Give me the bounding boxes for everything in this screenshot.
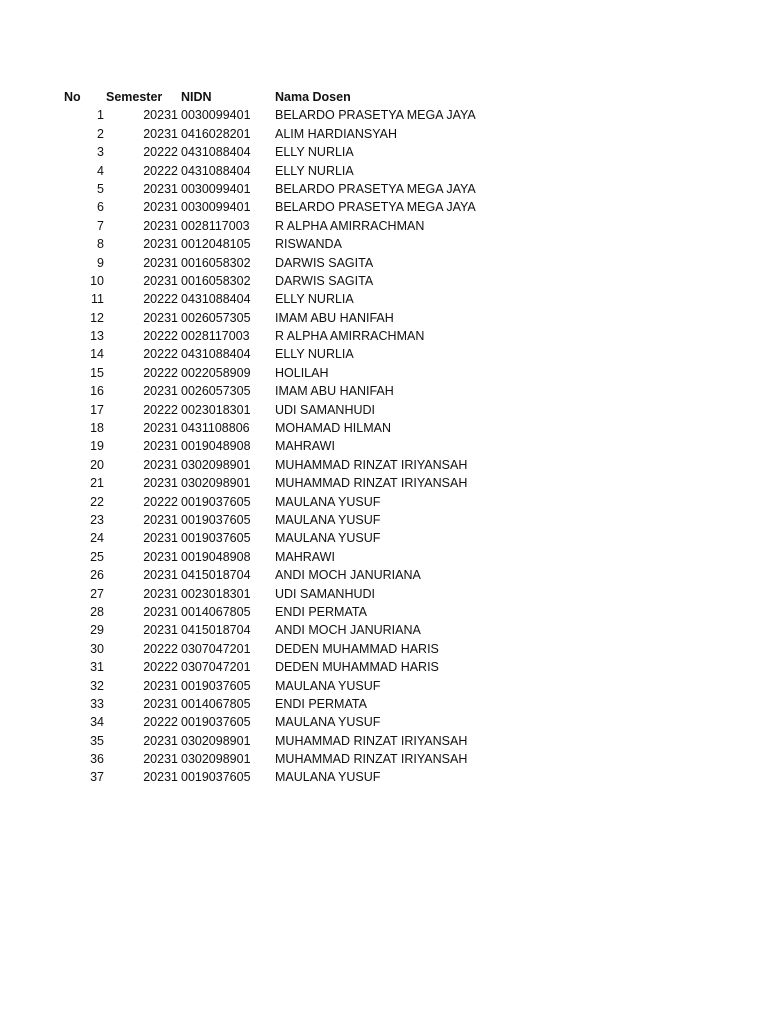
cell-semester: 20222 [143, 641, 178, 656]
table-row [0, 364, 768, 382]
table-row [0, 750, 768, 768]
cell-nidn: 0028117003 [181, 218, 250, 233]
lecturer-table [0, 88, 768, 787]
cell-no: 13 [90, 329, 104, 344]
cell-nidn: 0028117003 [181, 329, 250, 344]
cell-semester: 20231 [143, 531, 178, 546]
cell-no: 32 [90, 678, 104, 693]
table-row [0, 309, 768, 327]
cell-nama-dosen: RISWANDA [275, 237, 342, 252]
cell-nama-dosen: ANDI MOCH JANURIANA [275, 568, 421, 583]
table-row [0, 401, 768, 419]
table-row [0, 713, 768, 731]
cell-nidn: 0302098901 [181, 733, 251, 748]
cell-nidn: 0415018704 [181, 568, 251, 583]
cell-nama-dosen: MUHAMMAD RINZAT IRIYANSAH [275, 733, 468, 748]
header-nidn: NIDN [181, 90, 212, 104]
cell-nama-dosen: ANDI MOCH JANURIANA [275, 623, 421, 638]
cell-nidn: 0302098901 [181, 752, 251, 767]
cell-nama-dosen: IMAM ABU HANIFAH [275, 310, 394, 325]
cell-semester: 20222 [143, 660, 178, 675]
cell-nama-dosen: ELLY NURLIA [275, 292, 354, 307]
cell-semester: 20231 [143, 421, 178, 436]
cell-nama-dosen: MAULANA YUSUF [275, 678, 381, 693]
cell-semester: 20231 [143, 384, 178, 399]
cell-nidn: 0307047201 [181, 660, 251, 675]
cell-no: 17 [90, 402, 104, 417]
table-row [0, 327, 768, 345]
cell-semester: 20231 [143, 476, 178, 491]
cell-no: 26 [90, 568, 104, 583]
cell-semester: 20222 [143, 347, 178, 362]
cell-no: 5 [97, 181, 104, 196]
cell-nidn: 0026057305 [181, 384, 251, 399]
cell-nidn: 0431088404 [181, 347, 251, 362]
cell-no: 3 [97, 145, 104, 160]
cell-semester: 20231 [143, 439, 178, 454]
cell-no: 8 [97, 237, 104, 252]
cell-semester: 20222 [143, 292, 178, 307]
cell-semester: 20231 [143, 604, 178, 619]
cell-nidn: 0431088404 [181, 292, 251, 307]
cell-no: 1 [97, 108, 104, 123]
cell-nidn: 0014067805 [181, 696, 251, 711]
cell-semester: 20231 [143, 770, 178, 785]
table-row [0, 437, 768, 455]
cell-no: 19 [90, 439, 104, 454]
table-row [0, 621, 768, 639]
cell-semester: 20231 [143, 457, 178, 472]
cell-nidn: 0431088404 [181, 163, 251, 178]
cell-semester: 20231 [143, 310, 178, 325]
cell-nidn: 0019037605 [181, 531, 251, 546]
cell-no: 12 [90, 310, 104, 325]
cell-nama-dosen: MUHAMMAD RINZAT IRIYANSAH [275, 752, 468, 767]
cell-nama-dosen: MAHRAWI [275, 439, 335, 454]
cell-no: 21 [90, 476, 104, 491]
cell-semester: 20231 [143, 678, 178, 693]
cell-no: 27 [90, 586, 104, 601]
cell-nama-dosen: ELLY NURLIA [275, 347, 354, 362]
cell-nama-dosen: ELLY NURLIA [275, 163, 354, 178]
cell-no: 22 [90, 494, 104, 509]
table-row [0, 456, 768, 474]
cell-no: 18 [90, 421, 104, 436]
cell-nama-dosen: MAULANA YUSUF [275, 512, 381, 527]
cell-no: 9 [97, 255, 104, 270]
cell-semester: 20231 [143, 181, 178, 196]
cell-semester: 20231 [143, 273, 178, 288]
cell-semester: 20231 [143, 623, 178, 638]
cell-nidn: 0019037605 [181, 678, 251, 693]
cell-nidn: 0431108806 [181, 421, 250, 436]
cell-nidn: 0019037605 [181, 770, 251, 785]
cell-semester: 20231 [143, 568, 178, 583]
cell-no: 7 [97, 218, 104, 233]
cell-nidn: 0019048908 [181, 439, 251, 454]
cell-nama-dosen: BELARDO PRASETYA MEGA JAYA [275, 200, 476, 215]
cell-nidn: 0307047201 [181, 641, 251, 656]
cell-nidn: 0019037605 [181, 715, 251, 730]
cell-nidn: 0019048908 [181, 549, 251, 564]
cell-nama-dosen: MAULANA YUSUF [275, 531, 381, 546]
cell-nama-dosen: DEDEN MUHAMMAD HARIS [275, 660, 439, 675]
cell-nidn: 0030099401 [181, 181, 251, 196]
cell-nama-dosen: UDI SAMANHUDI [275, 402, 376, 417]
cell-nama-dosen: R ALPHA AMIRRACHMAN [275, 329, 425, 344]
cell-no: 4 [97, 163, 104, 178]
cell-nama-dosen: ENDI PERMATA [275, 604, 367, 619]
cell-semester: 20231 [143, 512, 178, 527]
table-row [0, 548, 768, 566]
cell-no: 23 [90, 512, 104, 527]
cell-semester: 20231 [143, 108, 178, 123]
table-row [0, 235, 768, 253]
table-row [0, 603, 768, 621]
table-row [0, 125, 768, 143]
cell-nama-dosen: MAULANA YUSUF [275, 715, 381, 730]
cell-nama-dosen: MUHAMMAD RINZAT IRIYANSAH [275, 457, 468, 472]
cell-no: 34 [90, 715, 104, 730]
cell-semester: 20222 [143, 145, 178, 160]
cell-nidn: 0019037605 [181, 494, 251, 509]
cell-nidn: 0023018301 [181, 402, 251, 417]
table-row [0, 529, 768, 547]
cell-nama-dosen: DARWIS SAGITA [275, 255, 374, 270]
cell-semester: 20231 [143, 549, 178, 564]
cell-semester: 20222 [143, 329, 178, 344]
cell-nidn: 0030099401 [181, 200, 251, 215]
table-body [0, 106, 768, 786]
cell-nidn: 0012048105 [181, 237, 251, 252]
header-semester: Semester [106, 90, 163, 104]
cell-nidn: 0302098901 [181, 457, 251, 472]
cell-no: 6 [97, 200, 104, 215]
cell-nidn: 0016058302 [181, 255, 251, 270]
table-row [0, 198, 768, 216]
cell-no: 28 [90, 604, 104, 619]
cell-nama-dosen: MOHAMAD HILMAN [275, 421, 391, 436]
cell-no: 30 [90, 641, 104, 656]
cell-no: 24 [90, 531, 104, 546]
cell-no: 31 [90, 660, 104, 675]
cell-semester: 20222 [143, 715, 178, 730]
cell-no: 35 [90, 733, 104, 748]
cell-nama-dosen: BELARDO PRASETYA MEGA JAYA [275, 181, 476, 196]
table-row [0, 180, 768, 198]
cell-no: 36 [90, 752, 104, 767]
table-header-row [0, 88, 768, 106]
cell-semester: 20231 [143, 733, 178, 748]
table-row [0, 585, 768, 603]
table-row [0, 768, 768, 786]
table-row [0, 106, 768, 124]
cell-nidn: 0014067805 [181, 604, 251, 619]
cell-no: 15 [90, 365, 104, 380]
table-row [0, 290, 768, 308]
cell-semester: 20222 [143, 494, 178, 509]
table-row [0, 640, 768, 658]
cell-nama-dosen: ELLY NURLIA [275, 145, 354, 160]
cell-nidn: 0416028201 [181, 126, 251, 141]
cell-nama-dosen: UDI SAMANHUDI [275, 586, 376, 601]
cell-nidn: 0019037605 [181, 512, 251, 527]
cell-no: 20 [90, 457, 104, 472]
cell-nidn: 0415018704 [181, 623, 251, 638]
cell-semester: 20231 [143, 696, 178, 711]
cell-no: 2 [97, 126, 104, 141]
table-row [0, 162, 768, 180]
cell-no: 25 [90, 549, 104, 564]
table-row [0, 695, 768, 713]
table-row [0, 566, 768, 584]
table-row [0, 254, 768, 272]
cell-semester: 20231 [143, 200, 178, 215]
cell-semester: 20222 [143, 402, 178, 417]
cell-no: 14 [90, 347, 104, 362]
cell-no: 37 [90, 770, 104, 785]
header-nama-dosen: Nama Dosen [275, 90, 351, 104]
cell-nama-dosen: IMAM ABU HANIFAH [275, 384, 394, 399]
cell-nama-dosen: ENDI PERMATA [275, 696, 367, 711]
cell-semester: 20231 [143, 237, 178, 252]
cell-nama-dosen: HOLILAH [275, 365, 329, 380]
cell-nama-dosen: DEDEN MUHAMMAD HARIS [275, 641, 439, 656]
table-row [0, 143, 768, 161]
table-row [0, 419, 768, 437]
cell-nama-dosen: BELARDO PRASETYA MEGA JAYA [275, 108, 476, 123]
cell-semester: 20231 [143, 586, 178, 601]
cell-nama-dosen: MAULANA YUSUF [275, 770, 381, 785]
table-row [0, 474, 768, 492]
cell-semester: 20231 [143, 255, 178, 270]
cell-nama-dosen: MAHRAWI [275, 549, 335, 564]
table-row [0, 511, 768, 529]
table-row [0, 493, 768, 511]
cell-no: 10 [90, 273, 104, 288]
cell-nidn: 0022058909 [181, 365, 251, 380]
table-row [0, 732, 768, 750]
cell-nama-dosen: R ALPHA AMIRRACHMAN [275, 218, 425, 233]
cell-semester: 20222 [143, 163, 178, 178]
cell-nama-dosen: MUHAMMAD RINZAT IRIYANSAH [275, 476, 468, 491]
cell-no: 29 [90, 623, 104, 638]
table-row [0, 677, 768, 695]
cell-nama-dosen: DARWIS SAGITA [275, 273, 374, 288]
cell-no: 11 [91, 292, 104, 307]
cell-nidn: 0016058302 [181, 273, 251, 288]
table-row [0, 382, 768, 400]
cell-semester: 20231 [143, 126, 178, 141]
table-row [0, 658, 768, 676]
header-no: No [64, 90, 81, 104]
cell-nidn: 0023018301 [181, 586, 251, 601]
cell-nama-dosen: MAULANA YUSUF [275, 494, 381, 509]
cell-nidn: 0026057305 [181, 310, 251, 325]
cell-semester: 20222 [143, 365, 178, 380]
cell-nidn: 0302098901 [181, 476, 251, 491]
cell-nama-dosen: ALIM HARDIANSYAH [275, 126, 398, 141]
cell-no: 16 [90, 384, 104, 399]
cell-semester: 20231 [143, 752, 178, 767]
cell-no: 33 [90, 696, 104, 711]
cell-nidn: 0030099401 [181, 108, 251, 123]
table-row [0, 272, 768, 290]
table-row [0, 217, 768, 235]
cell-nidn: 0431088404 [181, 145, 251, 160]
table-row [0, 345, 768, 363]
cell-semester: 20231 [143, 218, 178, 233]
